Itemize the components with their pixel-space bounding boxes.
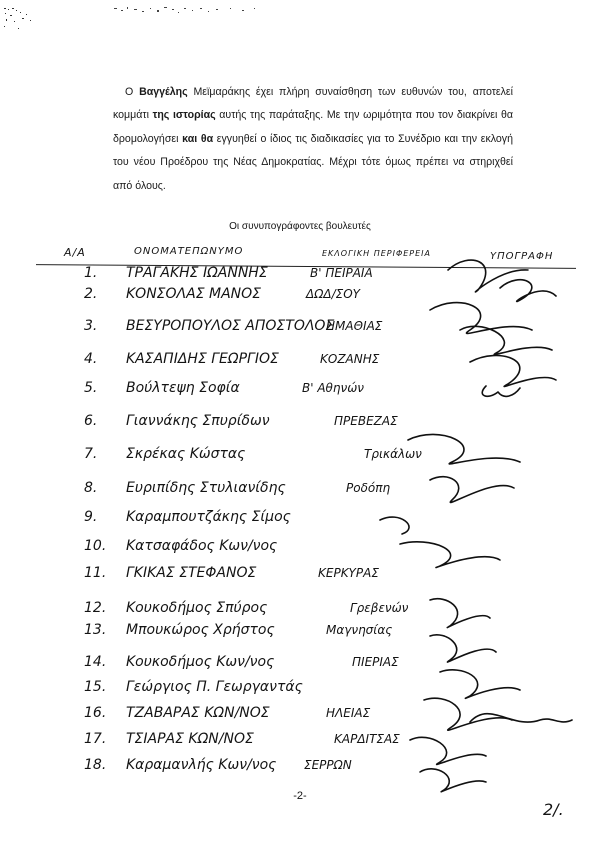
signatory-region: Β' Αθηνών [302, 381, 364, 395]
signatory-number: 17. [84, 731, 107, 747]
signatory-name: ΚΟΝΣΟΛΑΣ ΜΑΝΟΣ [126, 286, 261, 302]
signatory-number: 11. [84, 565, 107, 581]
signatory-name: Κατσαφάδος Κων/νος [126, 538, 278, 554]
intro-text: Ο [125, 85, 140, 98]
signatory-name: ΒΕΣΥΡΟΠΟΥΛΟΣ ΑΠΟΣΤΟΛΟΣ [126, 318, 335, 334]
signatory-region: Μαγνησίας [326, 623, 393, 637]
intro-text: Μεϊμαράκης έχει πλήρη συναίσθηση των ευθυνών του, αποτελεί κομμάτι [113, 85, 513, 122]
signatory-name: ΤΡΑΓΑΚΗΣ ΙΩΑΝΝΗΣ [126, 265, 268, 281]
header-num: Α/Α [64, 246, 86, 259]
signatory-name: Μπουκώρος Χρήστος [126, 622, 275, 638]
signatory-name: Κουκοδήμος Σπύρος [126, 600, 268, 616]
signatory-region: ΔΩΔ/ΣΟΥ [306, 287, 360, 301]
signatory-region: ΣΕΡΡΩΝ [304, 758, 352, 772]
signatory-region: ΗΜΑΘΙΑΣ [326, 319, 383, 333]
signatory-name: ΓΚΙΚΑΣ ΣΤΕΦΑΝΟΣ [126, 565, 257, 581]
scan-speckle [112, 6, 272, 26]
scan-speckle [2, 6, 46, 46]
signatory-number: 18. [84, 757, 107, 773]
signatory-number: 2. [84, 286, 98, 302]
intro-paragraph [113, 81, 513, 199]
signers-title: Οι συνυπογράφοντες βουλευτές [229, 221, 371, 232]
header-region: ΕΚΛΟΓΙΚΗ ΠΕΡΙΦΕΡΕΙΑ [322, 249, 432, 258]
signatory-name: Γεώργιος Π. Γεωργαντάς [126, 679, 303, 695]
signatory-region: ΚΑΡΔΙΤΣΑΣ [334, 732, 400, 746]
intro-text: εγγυηθεί ο ίδιος τις διαδικασίες για το Συνέδριο και την εκλογή του νέου Προέδρου της Νέας Δημοκρατίας. Μέχρι τότε όμως πρέπει να στηριχθεί από όλους. [113, 132, 513, 192]
page-number: -2- [293, 790, 307, 802]
signatory-name: Καραμανλής Κων/νος [126, 757, 277, 773]
signatory-name: ΤΖΑΒΑΡΑΣ ΚΩΝ/ΝΟΣ [126, 705, 270, 721]
intro-bold-text: της ιστορίας [152, 109, 216, 122]
signatory-region: Τρικάλων [364, 447, 422, 461]
signatory-number: 14. [84, 654, 107, 670]
signatory-name: ΚΑΣΑΠΙΔΗΣ ΓΕΩΡΓΙΟΣ [126, 351, 279, 367]
signatory-number: 3. [84, 318, 98, 334]
signatory-region: ΚΕΡΚΥΡΑΣ [318, 566, 379, 580]
signatory-number: 7. [84, 446, 98, 462]
signatory-number: 4. [84, 351, 98, 367]
signatory-region: Ροδόπη [346, 481, 391, 495]
signatory-number: 10. [84, 538, 107, 554]
signatory-number: 9. [84, 509, 98, 525]
signatory-number: 15. [84, 679, 107, 695]
signatory-name: Κουκοδήμος Κων/νος [126, 654, 275, 670]
signatory-number: 8. [84, 480, 98, 496]
signatory-number: 6. [84, 413, 98, 429]
intro-bold-text: και θα [182, 132, 214, 145]
signatory-region: Β' ΠΕΙΡΑΙΑ [310, 266, 373, 280]
signatory-name: Γιαννάκης Σπυρίδων [126, 413, 270, 429]
signatory-region: ΗΛΕΙΑΣ [326, 706, 371, 720]
signatory-number: 16. [84, 705, 107, 721]
signatory-name: Σκρέκας Κώστας [126, 446, 246, 462]
signatory-region: ΚΟΖΑΝΗΣ [320, 352, 380, 366]
header-signature: ΥΠΟΓΡΑΦΗ [490, 251, 554, 262]
signatory-number: 1. [84, 265, 98, 281]
signatory-name: Ευριπίδης Στυλιανίδης [126, 480, 286, 496]
intro-bold-name: Βαγγέλης [139, 85, 188, 98]
signatory-name: Καραμπουτζάκης Σίμος [126, 509, 291, 525]
signatory-name: ΤΣΙΑΡΑΣ ΚΩΝ/ΝΟΣ [126, 731, 254, 747]
intro-text: αυτής της παράταξης. Με την ωριμότητα που τον διακρίνει θα δρομολογήσει [113, 109, 514, 145]
signatory-number: 12. [84, 600, 107, 616]
signatory-name: Βούλτεψη Σοφία [126, 380, 240, 396]
page-corner-mark: 2/. [543, 800, 564, 819]
signatory-number: 13. [84, 622, 107, 638]
signatory-region: ΠΙΕΡΙΑΣ [352, 655, 399, 669]
signatory-region: ΠΡΕΒΕΖΑΣ [334, 414, 398, 428]
header-name: ΟΝΟΜΑΤΕΠΩΝΥΜΟ [134, 246, 244, 257]
signatory-number: 5. [84, 380, 98, 396]
header-underline [36, 264, 576, 269]
signatory-region: Γρεβενών [350, 601, 409, 615]
